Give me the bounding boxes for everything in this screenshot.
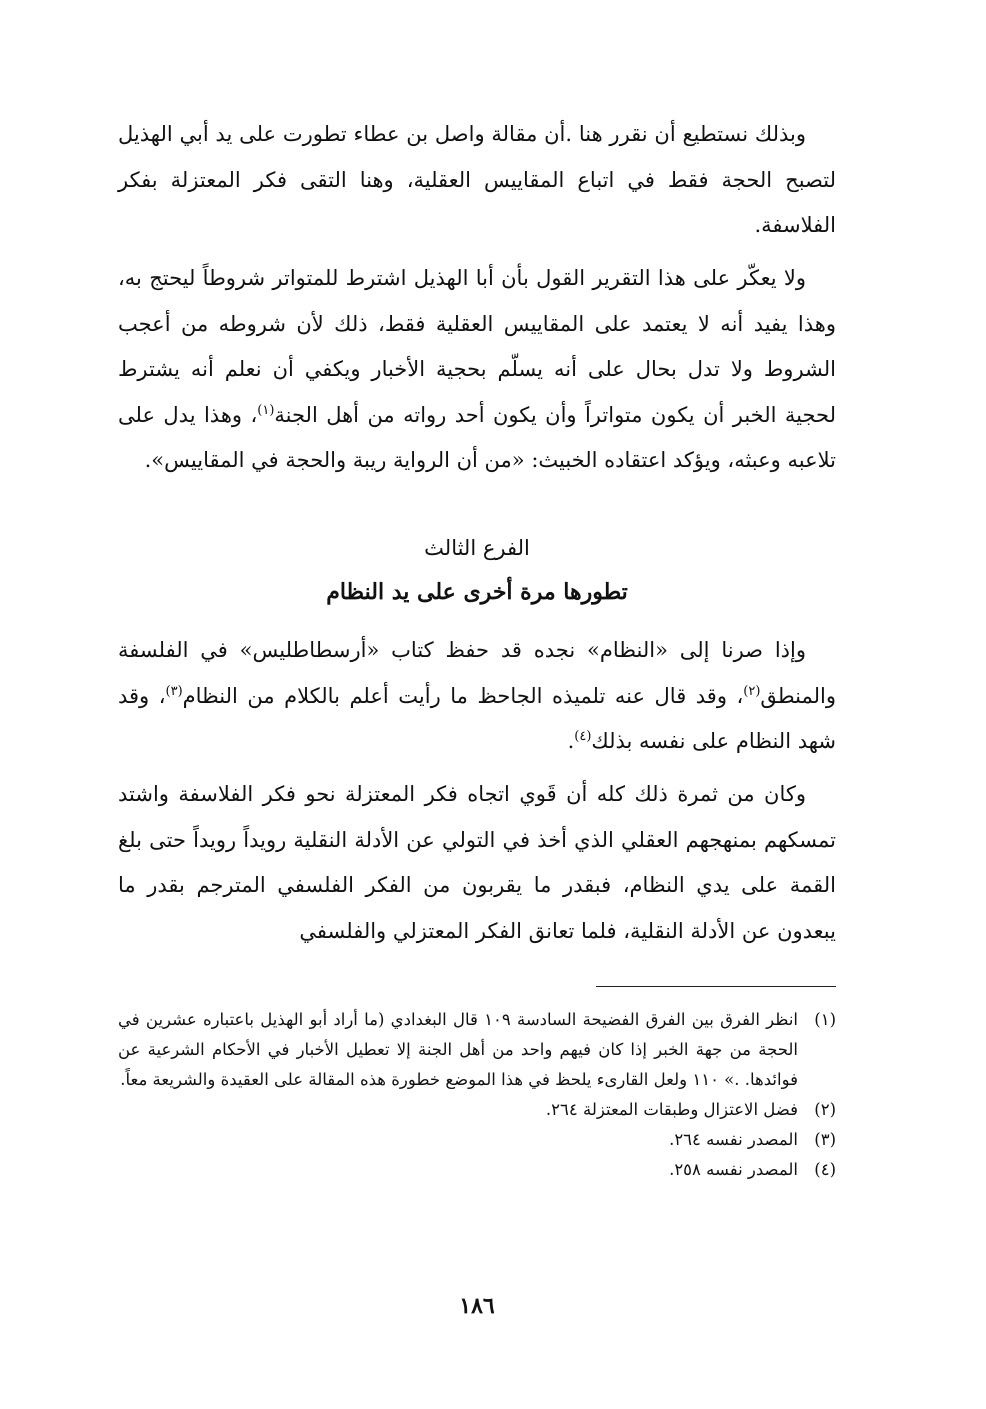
paragraph-text-after-ref: ، وهذا يدل على تلاعبه وعبثه، ويؤكد اعتقاده الخبيث: «من أن الرواية ريبة والحجة في المقاييس». <box>118 402 836 472</box>
body-paragraph-1 <box>118 112 836 249</box>
footnote-4 <box>118 1155 836 1185</box>
footnotes-section <box>118 1005 836 1185</box>
paragraph-text: وكان من ثمرة ذلك كله أن قَوي اتجاه فكر المعتزلة نحو فكر الفلاسفة واشتد تمسكهم بمنهجهم العقلي الذي أخذ في التولي عن الأدلة النقلية رويداً رويداً حتى بلغ القمة على يدي النظام، فبقدر ما يقربون من الفكر الفلسفي المترجم بقدر ما يبعدون عن الأدلة النقلية، فلما تعانق الفكر المعتزلي والفلسفي <box>118 782 836 943</box>
paragraph-text-part-2: ، وقد قال عنه تلميذه الجاحظ ما رأيت أعلم بالكلام من النظام <box>182 683 744 708</box>
footnote-3 <box>118 1125 836 1155</box>
paragraph-text <box>118 256 836 484</box>
paragraph-text-part-1: وإذا صرنا إلى «النظام» نجده قد حفظ كتاب «أرسطاطليس» في الفلسفة والمنطق <box>118 638 837 708</box>
footnote-divider <box>596 986 836 987</box>
paragraph-text-before-ref: ولا يعكّر على هذا التقرير القول بأن أبا الهذيل اشترط للمتواتر شروطاً ليحتج به، وهذا يفيد أنه لا يعتمد على المقاييس العقلية فقط، ذلك لأن شروطه من أعجب الشروط ولا تدل بحال على أنه يسلّم بحجية الأخبار ويكفي أن نعلم أنه يشترط لحجية الخبر أن يكون متواتراً وأن يكون أحد رواته من أهل الجنة <box>118 266 836 427</box>
paragraph-text: وبذلك نستطيع أن نقرر هنا .أن مقالة واصل بن عطاء تطورت على يد أبي الهذيل لتصبح الحجة فقط في اتباع المقاييس العقلية، وهنا التقى فكر المعتزلة بفكر الفلاسفة. <box>118 122 836 237</box>
section-title: تطورها مرة أخرى على يد النظام <box>326 579 628 605</box>
section-label: الفرع الثالث <box>424 536 530 560</box>
body-paragraph-2 <box>118 256 836 484</box>
paragraph-text-part-4: . <box>567 729 575 753</box>
footnote-ref-4: (٤) <box>574 729 592 744</box>
footnote-2 <box>118 1095 836 1125</box>
footnote-text: فضل الاعتزال وطبقات المعتزلة ٢٦٤. <box>545 1100 798 1119</box>
body-paragraph-3 <box>118 628 836 765</box>
footnote-1 <box>118 1005 836 1095</box>
footnote-number: (٢) <box>814 1100 836 1119</box>
body-paragraph-4 <box>118 772 836 954</box>
footnote-number: (١) <box>814 1010 836 1029</box>
footnote-ref-2: (٢) <box>743 683 761 699</box>
paragraph-text <box>118 628 836 765</box>
paragraph-text-part-3: ، وقد شهد النظام على نفسه بذلك <box>118 683 836 753</box>
footnote-ref-3: (٣) <box>165 683 183 699</box>
page-number: ١٨٦ <box>459 1293 495 1319</box>
footnote-text: انظر الفرق بين الفرق الفضيحة السادسة ١٠٩ قال البغدادي (ما أراد أبو الهذيل باعتباره عشرين في الحجة من جهة الخبر إذا كان فيهم واحد من أهل الجنة إلا تعطيل الأخبار في الأحكام الشرعية عن فوائدها. .» ١١٠ ولعل القارىء يلحظ في هذا الموضع خطورة هذه المقالة على العقيدة والشريعة معاً. <box>118 1010 798 1089</box>
footnote-ref-1: (١) <box>257 402 275 418</box>
footnote-number: (٤) <box>814 1160 836 1179</box>
footnote-number: (٣) <box>814 1130 836 1149</box>
footnote-text: المصدر نفسه ٢٥٨. <box>669 1160 798 1179</box>
footnote-text: المصدر نفسه ٢٦٤. <box>669 1130 798 1149</box>
